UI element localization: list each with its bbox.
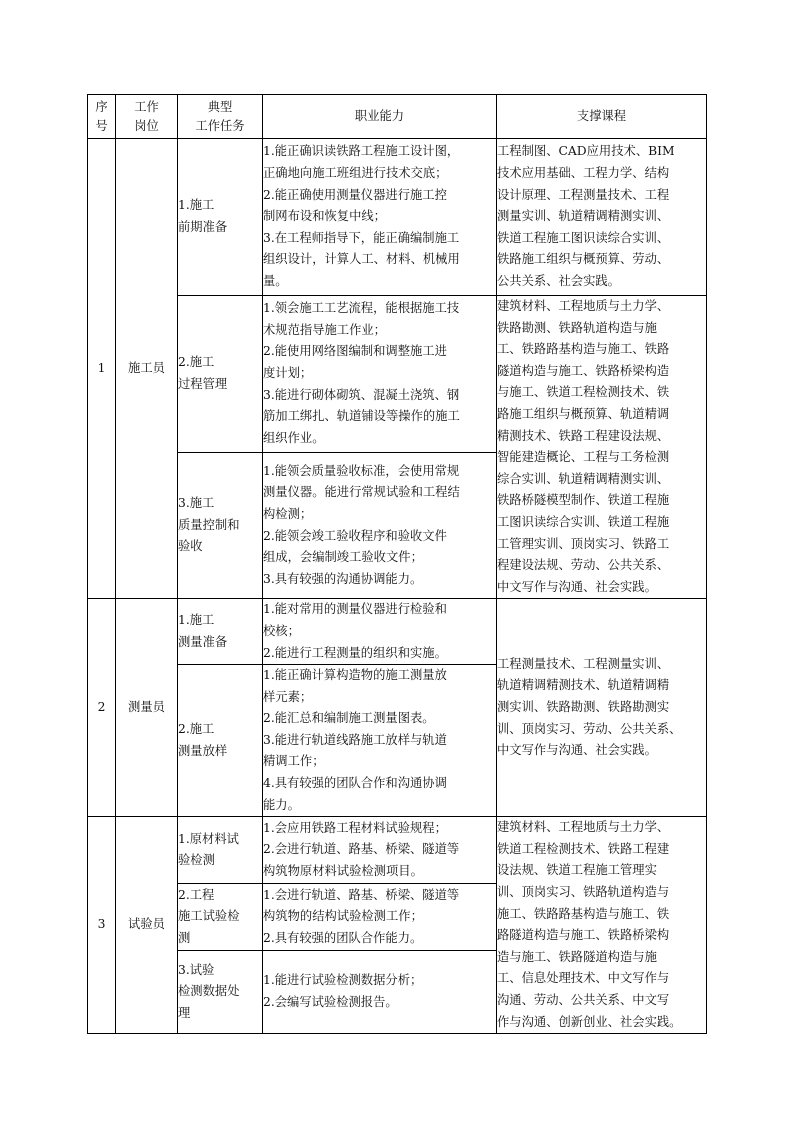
ability-line: 2.会编写试验检测报告。 bbox=[263, 995, 398, 1010]
course-line: 测实训、铁路勘测、铁路勘测实 bbox=[497, 699, 670, 714]
course-line: 工、信息处理技术、中文写作与 bbox=[497, 971, 670, 986]
course-line: 造与施工、铁路隧道构造与施 bbox=[497, 949, 657, 964]
table-row bbox=[88, 296, 707, 453]
task-line: 验收 bbox=[178, 539, 203, 554]
course-line: 工管理实训、顶岗实习、铁路工 bbox=[497, 536, 670, 551]
course-line: 工程制图、CAD应用技术、BIM bbox=[497, 144, 675, 159]
course-line: 隧道构造与施工、铁路桥梁构造 bbox=[497, 363, 670, 378]
course-line: 技术应用基础、工程力学、结构 bbox=[497, 166, 670, 181]
ability-line: 正确地向施工班组进行技术交底； bbox=[263, 166, 448, 181]
header-post-line: 工作 bbox=[134, 99, 159, 114]
row-post: 试验员 bbox=[116, 817, 178, 1034]
task-line: 1.施工 bbox=[178, 198, 215, 213]
ability-line: 2.能进行工程测量的组织和实施。 bbox=[263, 645, 447, 660]
course-line: 沟通、劳动、公共关系、中文写 bbox=[497, 993, 670, 1007]
ability-line: 构筑物的结构试验检测工作； bbox=[263, 909, 423, 924]
header-post-line: 岗位 bbox=[134, 118, 159, 133]
ability-line: 4.具有较强的团队合作和沟通协调 bbox=[263, 776, 447, 791]
task-line: 测量准备 bbox=[178, 634, 228, 649]
row-post: 测量员 bbox=[116, 599, 178, 817]
ability-line: 制网布设和恢复中线； bbox=[263, 209, 386, 224]
task-line: 质量控制和 bbox=[178, 517, 240, 532]
course-line: 设法规、铁道工程施工管理实 bbox=[497, 863, 657, 878]
task-cell bbox=[178, 139, 263, 296]
header-row bbox=[88, 95, 707, 139]
table-row bbox=[88, 817, 707, 884]
ability-line: 术规范指导施工作业； bbox=[263, 322, 386, 337]
header-ability: 职业能力 bbox=[263, 95, 497, 139]
row-seq: 3 bbox=[88, 817, 116, 1034]
header-seq-line: 号 bbox=[95, 118, 108, 133]
ability-line: 构筑物原材料试验检测项目。 bbox=[263, 863, 423, 878]
ability-line: 量。 bbox=[263, 273, 288, 288]
ability-line: 测量仪器。能进行常规试验和工程结 bbox=[263, 485, 460, 500]
course-line: 作与沟通、创新创业、社会实践。 bbox=[497, 1014, 682, 1029]
task-line: 3.试验 bbox=[178, 962, 215, 977]
ability-cell bbox=[263, 139, 497, 296]
row-post: 施工员 bbox=[116, 139, 178, 599]
ability-line: 校核； bbox=[263, 623, 300, 638]
task-cell bbox=[178, 599, 263, 665]
task-line: 前期准备 bbox=[178, 220, 228, 234]
course-line: 铁路施工组织与概预算、劳动、 bbox=[497, 252, 670, 267]
course-line: 铁路桥隧模型制作、铁道工程施 bbox=[497, 493, 670, 508]
ability-line: 能力。 bbox=[263, 797, 300, 812]
task-cell bbox=[178, 817, 263, 884]
ability-line: 3.能进行轨道线路施工放样与轨道 bbox=[263, 732, 447, 747]
course-line: 铁道工程检测技术、铁路工程建 bbox=[497, 841, 670, 856]
course-line: 设计原理、工程测量技术、工程 bbox=[497, 187, 670, 202]
ability-line: 样元素； bbox=[263, 689, 313, 704]
header-task-line: 典型 bbox=[207, 99, 233, 114]
course-line: 公共关系、社会实践。 bbox=[497, 273, 620, 288]
curriculum-table bbox=[87, 94, 707, 1034]
ability-line: 1.能正确计算构造物的施工测量放 bbox=[263, 668, 447, 683]
task-line: 3.施工 bbox=[178, 496, 215, 511]
ability-line: 3.在工程师指导下，能正确编制施工 bbox=[263, 230, 460, 245]
course-line: 路隧道构造与施工、铁路桥梁构 bbox=[497, 928, 670, 943]
course-line: 工、铁路路基构造与施工、铁路 bbox=[497, 342, 670, 357]
ability-cell bbox=[263, 665, 497, 817]
task-line: 1.施工 bbox=[178, 613, 215, 628]
task-cell bbox=[178, 452, 263, 599]
task-line: 2.施工 bbox=[178, 355, 215, 370]
header-task-line: 工作任务 bbox=[195, 118, 245, 133]
task-line: 理 bbox=[178, 1005, 191, 1020]
ability-line: 3.具有较强的沟通协调能力。 bbox=[263, 571, 423, 586]
task-cell bbox=[178, 296, 263, 453]
course-line: 路施工组织与概预算、轨道精调 bbox=[497, 406, 670, 421]
ability-line: 2.会进行轨道、路基、桥梁、隧道等 bbox=[263, 842, 460, 857]
task-line: 过程管理 bbox=[178, 376, 228, 391]
task-line: 检测数据处 bbox=[178, 984, 240, 999]
task-cell bbox=[178, 950, 263, 1033]
course-line: 工程测量技术、工程测量实训、 bbox=[497, 656, 670, 671]
ability-line: 组织设计，计算人工、材料、机械用 bbox=[263, 252, 460, 267]
ability-line: 1.能领会质量验收标准，会使用常规 bbox=[263, 463, 460, 478]
header-courses: 支撑课程 bbox=[497, 95, 707, 139]
ability-line: 1.会进行轨道、路基、桥梁、隧道等 bbox=[263, 887, 460, 902]
course-line: 中文写作与沟通、社会实践。 bbox=[497, 743, 657, 758]
ability-cell bbox=[263, 296, 497, 453]
task-line: 2.施工 bbox=[178, 722, 215, 737]
task-cell bbox=[178, 884, 263, 951]
course-line: 轨道精调精测技术、轨道精调精 bbox=[497, 678, 670, 693]
ability-line: 构检测； bbox=[263, 506, 313, 521]
course-line: 中文写作与沟通、社会实践。 bbox=[497, 579, 657, 594]
table-row bbox=[88, 139, 707, 296]
ability-line: 筋加工绑扎、轨道铺设等操作的施工 bbox=[263, 409, 460, 424]
courses-cell bbox=[497, 296, 707, 599]
header-seq bbox=[88, 95, 116, 139]
courses-cell bbox=[497, 817, 707, 1034]
ability-cell bbox=[263, 884, 497, 951]
course-line: 训、顶岗实习、铁路轨道构造与 bbox=[497, 885, 670, 900]
ability-cell bbox=[263, 452, 497, 599]
ability-line: 1.会应用铁路工程材料试验规程； bbox=[263, 820, 447, 835]
task-line: 施工试验检 bbox=[178, 909, 240, 924]
ability-cell bbox=[263, 817, 497, 884]
ability-line: 组成，会编制竣工验收文件； bbox=[263, 550, 423, 565]
ability-line: 2.能汇总和编制施工测量图表。 bbox=[263, 711, 435, 726]
course-line: 工图识读综合实训、铁道工程施 bbox=[497, 514, 670, 529]
ability-line: 1.能对常用的测量仪器进行检验和 bbox=[263, 602, 447, 617]
ability-line: 1.能进行试验检测数据分析； bbox=[263, 973, 423, 988]
ability-line: 2.能使用网络图编制和调整施工进 bbox=[263, 344, 447, 359]
header-seq-line: 序 bbox=[95, 99, 108, 114]
task-cell bbox=[178, 665, 263, 817]
courses-cell bbox=[497, 139, 707, 296]
ability-line: 1.能正确识读铁路工程施工设计图， bbox=[263, 144, 460, 159]
task-line: 1.原材料试 bbox=[178, 831, 239, 846]
task-line: 2.工程 bbox=[178, 887, 215, 902]
ability-cell bbox=[263, 599, 497, 665]
ability-line: 1.领会施工工艺流程，能根据施工技 bbox=[263, 301, 460, 316]
course-line: 建筑材料、工程地质与土力学、 bbox=[497, 299, 670, 313]
course-line: 施工、铁路路基构造与施工、铁 bbox=[497, 906, 670, 921]
course-line: 精测技术、铁路工程建设法规、 bbox=[497, 428, 670, 443]
task-line: 测 bbox=[178, 930, 191, 945]
task-line: 测量放样 bbox=[178, 743, 228, 758]
ability-line: 2.具有较强的团队合作能力。 bbox=[263, 930, 423, 945]
ability-line: 精调工作； bbox=[263, 754, 325, 769]
course-line: 训、顶岗实习、劳动、公共关系、 bbox=[497, 721, 682, 736]
ability-line: 2.能领会竣工验收程序和验收文件 bbox=[263, 528, 447, 543]
header-task bbox=[178, 95, 263, 139]
course-line: 建筑材料、工程地质与土力学、 bbox=[497, 820, 670, 835]
row-seq: 2 bbox=[88, 599, 116, 817]
header-post bbox=[116, 95, 178, 139]
ability-line: 3.能进行砌体砌筑、混凝土浇筑、钢 bbox=[263, 387, 460, 402]
course-line: 程建设法规、劳动、公共关系、 bbox=[497, 558, 670, 573]
ability-line: 2.能正确使用测量仪器进行施工控 bbox=[263, 187, 447, 202]
course-line: 测量实训、轨道精调精测实训、 bbox=[497, 209, 670, 224]
table-row bbox=[88, 599, 707, 665]
ability-cell bbox=[263, 950, 497, 1033]
ability-line: 度计划； bbox=[263, 366, 313, 381]
course-line: 铁道工程施工图识读综合实训、 bbox=[497, 230, 670, 245]
course-line: 智能建造概论、工程与工务检测 bbox=[497, 450, 670, 465]
row-seq: 1 bbox=[88, 139, 116, 599]
courses-cell bbox=[497, 599, 707, 817]
course-line: 与施工、铁道工程检测技术、铁 bbox=[497, 385, 670, 400]
task-line: 验检测 bbox=[178, 853, 215, 868]
course-line: 综合实训、轨道精调精测实训、 bbox=[497, 471, 670, 486]
ability-line: 组织作业。 bbox=[263, 430, 325, 445]
course-line: 铁路勘测、铁路轨道构造与施 bbox=[497, 320, 657, 335]
